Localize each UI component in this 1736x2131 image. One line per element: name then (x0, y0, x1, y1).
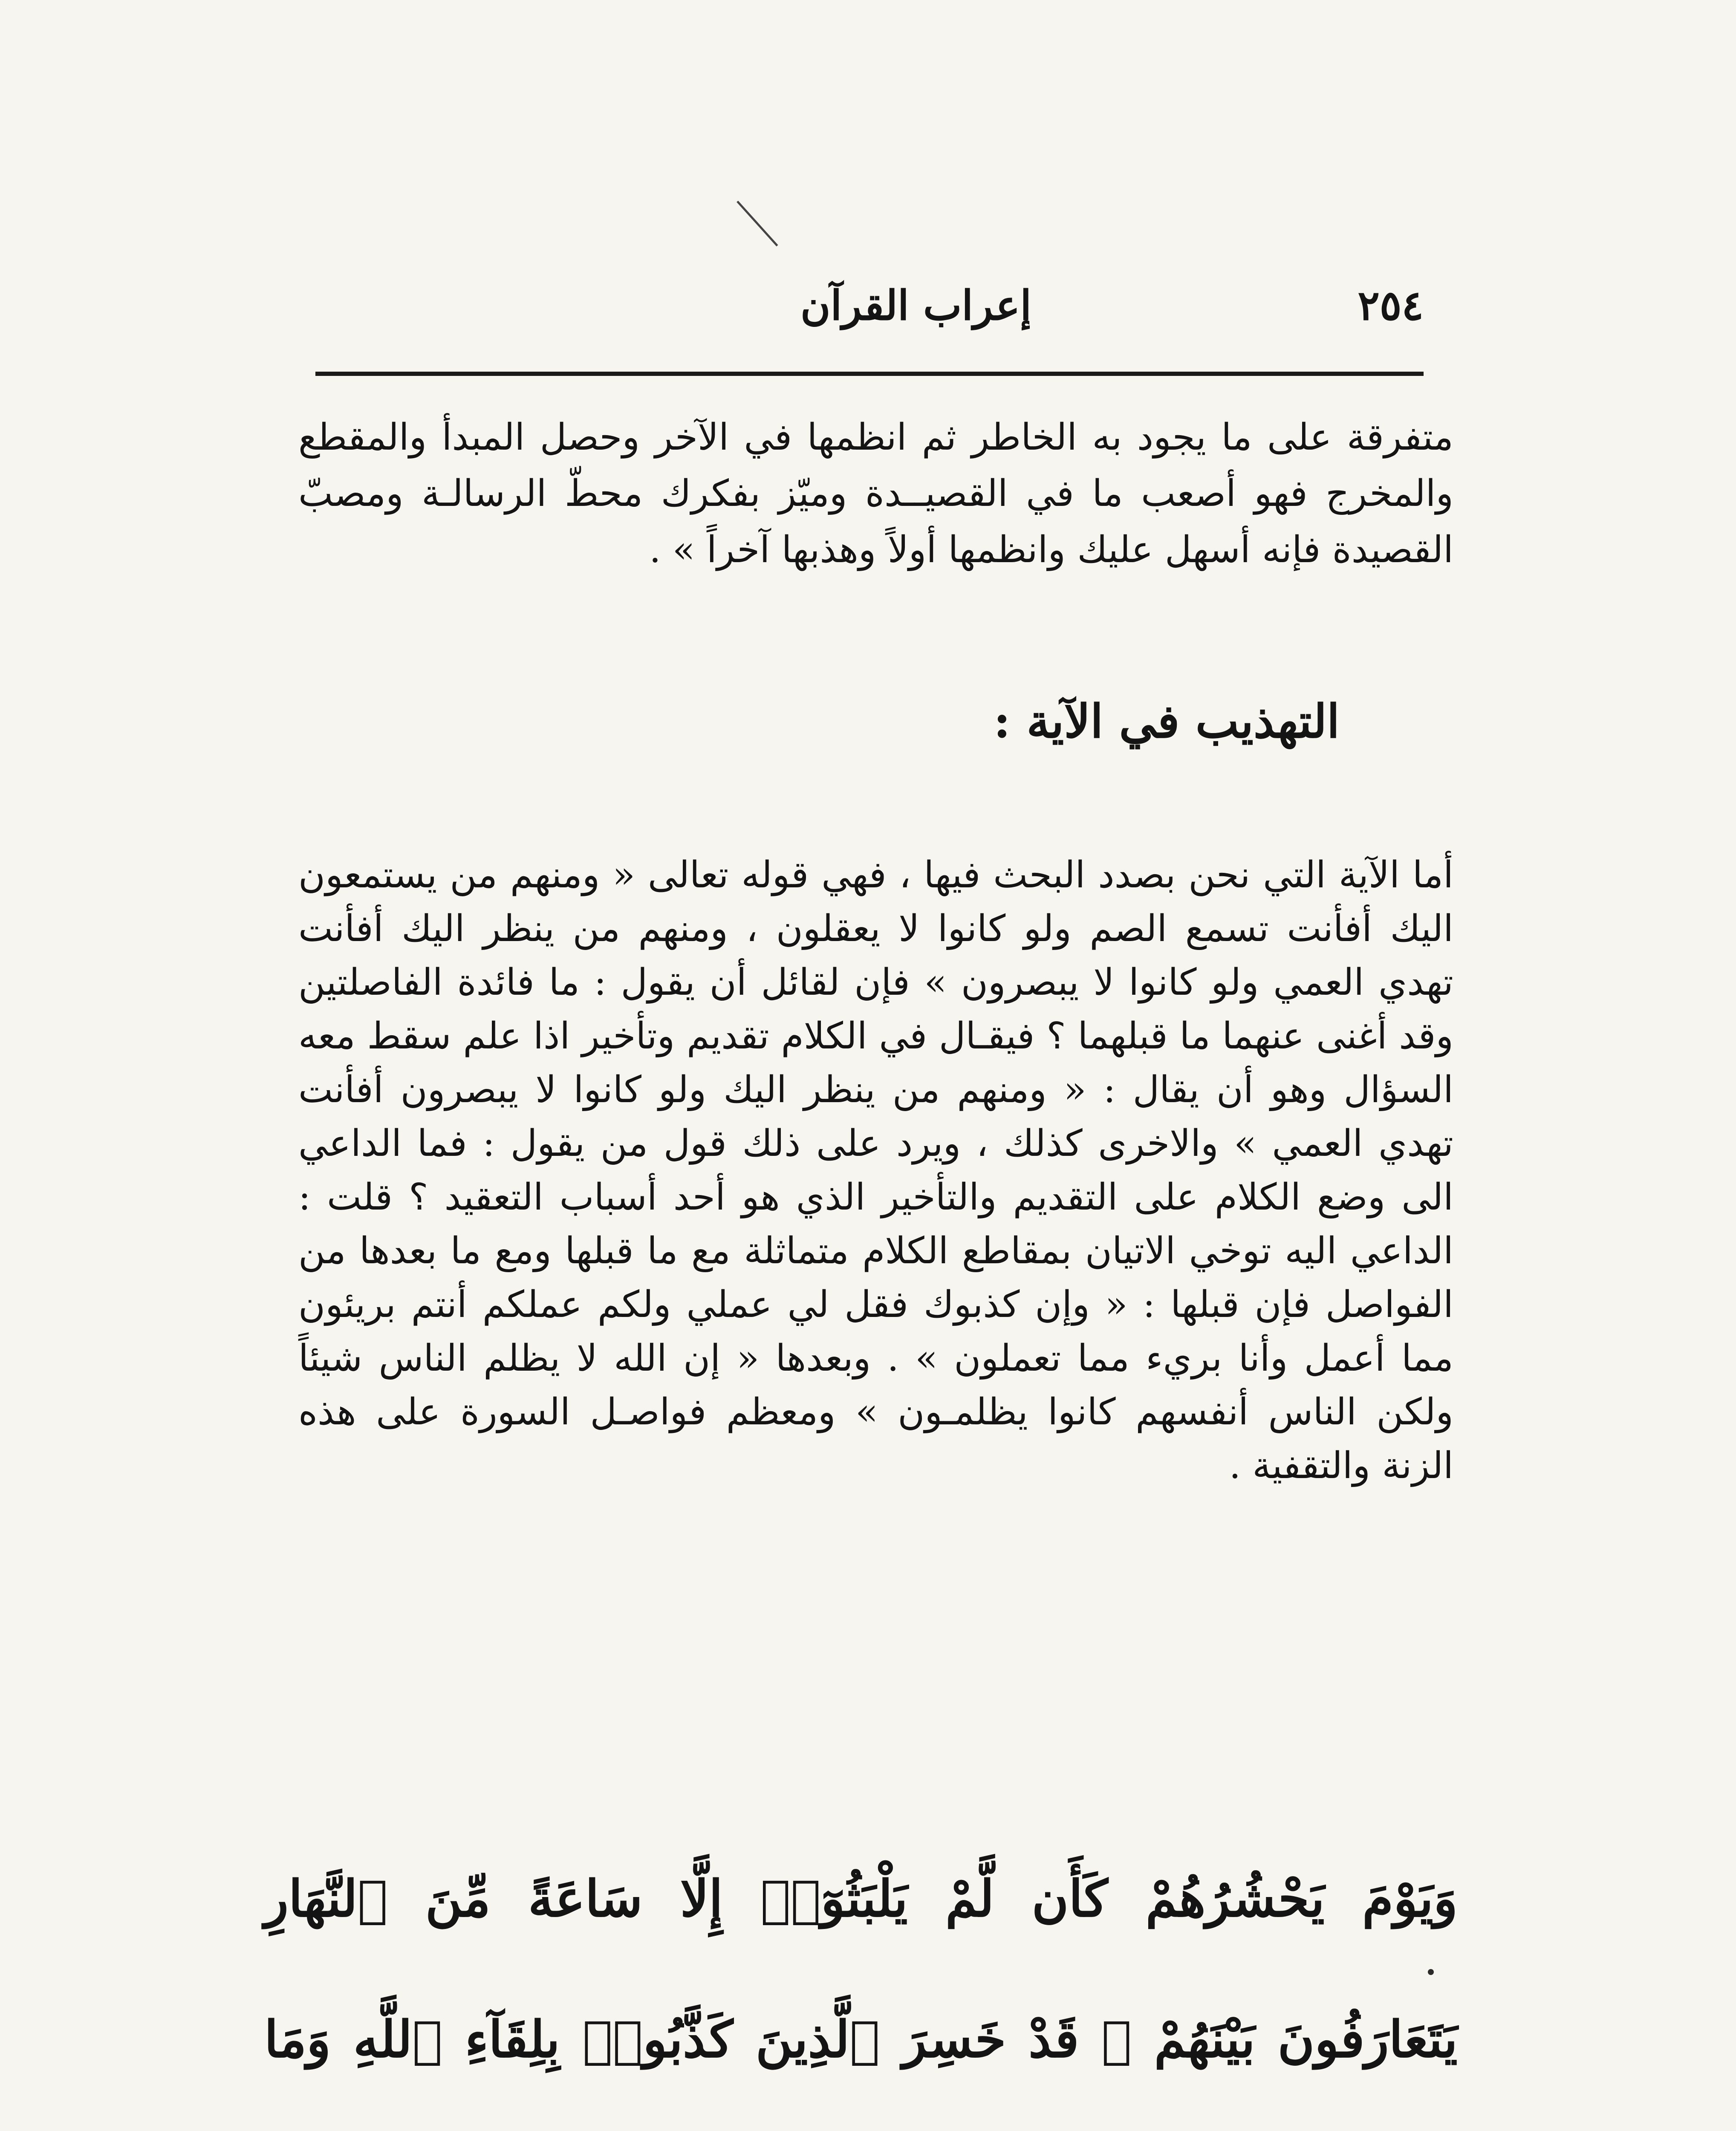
running-title: إعراب القرآن (800, 281, 1031, 329)
page-header (315, 273, 1424, 349)
header-rule (315, 372, 1424, 376)
intro-paragraph: متفرقة على ما يجود به الخاطر ثم انظمها في الآخر وحصل المبدأ والمقطع والمخرج فهو أصعب ما في القصيــدة وميّز بفكرك محطّ الرسالـة ومصبّ القصيدة فإنه أسهل عليك وانظمها أولاً وهذبها آخراً » . (298, 416, 1453, 571)
quran-verse-block (264, 1828, 1458, 2131)
scan-scratch-mark (737, 201, 778, 246)
body-paragraph: أما الآية التي نحن بصدد البحث فيها ، فهي قوله تعالى « ومنهم من يستمعون اليك أفأنت تسمع الصم ولو كانوا لا يعقلون ، ومنهم من ينظر اليك أفأنت تهدي العمي ولو كانوا لا يبصرون » فإن لقائل أن يقول : ما فائدة الفاصلتين وقد أغنى عنهما ما قبلهما ؟ فيقـال في الكلام تقديم وتأخير اذا علم سقط معه السؤال وهو أن يقال : « ومنهم من ينظر اليك ولو كانوا لا يبصرون أفأنت تهدي العمي » والاخرى كذلك ، ويرد على ذلك قول من يقول : فما الداعي الى وضع الكلام على التقديم والتأخير الذي هو أحد أسباب التعقيد ؟ قلت : الداعي اليه توخي الاتيان بمقاطع الكلام متماثلة مع ما قبلها ومع ما بعدها من الفواصل فإن قبلها : « وإن كذبوك فقل لي عملي ولكم عملكم أنتم بريئون مما أعمل وأنا بريء مما تعملون » . وبعدها « إن الله لا يظلم الناس شيئاً ولكن الناس أنفسهم كانوا يظلمـون » ومعظم فواصـل السورة على هذه الزنة والتقفية . (298, 854, 1453, 1487)
verse-text-part-1: وَيَوْمَ يَحْشُرُهُمْ كَأَن لَّمْ يَلْبَثُوٓا۟ إِلَّا سَاعَةً مِّنَ ٱلنَّهَارِ يَتَعَارَفُونَ بَيْنَهُمْ ۚ قَدْ خَسِرَ ٱلَّذِينَ كَذَّبُوا۟ بِلِقَآءِ ٱللَّهِ وَمَا (264, 1869, 1458, 2069)
scan-speck (1428, 1969, 1434, 1975)
section-heading: التهذيب في الآية : (994, 695, 1340, 748)
page-number: ٢٥٤ (1358, 281, 1424, 329)
